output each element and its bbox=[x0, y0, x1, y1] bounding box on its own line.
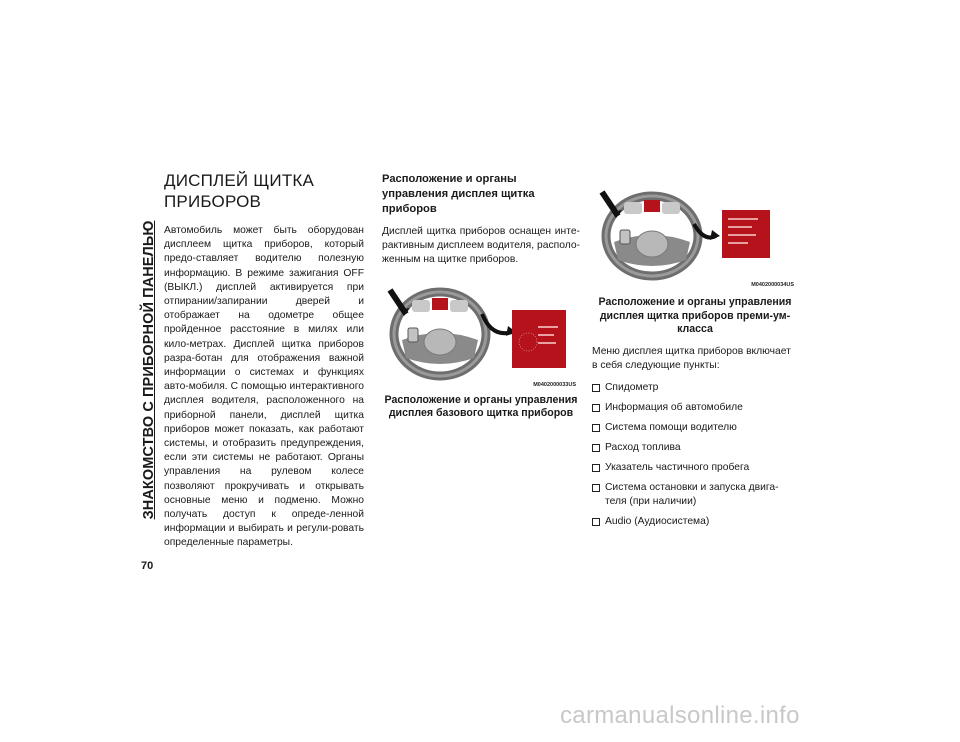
list-item: Спидометр bbox=[592, 381, 798, 395]
list-item: Указатель частичного пробега bbox=[592, 461, 798, 475]
figure-caption: Расположение и органы управления дисплея базового щитка приборов bbox=[384, 393, 578, 420]
checkbox-bullet-icon bbox=[592, 384, 600, 392]
section-title-line-1: ДИСПЛЕЙ ЩИТКА bbox=[164, 171, 315, 190]
list-item: Расход топлива bbox=[592, 441, 798, 455]
figure-code: M0402000034US bbox=[751, 282, 794, 288]
section-title bbox=[164, 170, 364, 212]
column-3 bbox=[592, 184, 798, 535]
steering-wheel-illustration bbox=[592, 184, 798, 290]
section-title-line-2: ПРИБОРОВ bbox=[164, 192, 262, 211]
figure-code: M0402000033US bbox=[533, 381, 576, 388]
side-section-label: ЗНАКОМСТВО С ПРИБОРНОЙ ПАНЕЛЬЮ bbox=[141, 220, 157, 520]
menu-intro: Меню дисплея щитка приборов включает в себя следующие пункты: bbox=[592, 345, 791, 371]
list-item: Система помощи водителю bbox=[592, 421, 798, 435]
column-1 bbox=[164, 170, 364, 551]
figure-caption: Расположение и органы управления дисплея щитка приборов преми-ум-класса bbox=[598, 296, 792, 335]
premium-cluster-figure bbox=[592, 184, 798, 290]
checkbox-bullet-icon bbox=[592, 404, 600, 412]
column-2 bbox=[382, 170, 580, 421]
intro-paragraph: Автомобиль может быть оборудован дисплеем щитка приборов, который предо-ставляет водителю полезную информацию. В режиме зажигания OFF (ВЫКЛ.) дисплей активируется при отпирании/запирании дверей и отображает на одометре общее пройденное расстояние в милях или кило-метрах. Дисплей щитка приборов разра-ботан для отображения важной информации о системах и функциях авто-мобиля. С помощью интерактивного дисплея водителя, расположенного на приборной панели, дисплей щитка приборов может показать, как работают системы, и отобразить предупреждения, если эти системы не работают. Органы управления на рулевом колесе позволяют прокручивать и открывать основные меню и подменю. Можно получать доступ к опреде-ленной информации и выбирать и регули-ровать определенные параметры. bbox=[164, 225, 364, 549]
side-section-tab bbox=[136, 160, 162, 580]
list-item: Audio (Аудиосистема) bbox=[592, 515, 798, 529]
steering-wheel-illustration bbox=[382, 278, 580, 390]
base-cluster-figure bbox=[382, 278, 580, 390]
site-watermark: carmanualsonline.info bbox=[560, 702, 800, 729]
checkbox-bullet-icon bbox=[592, 444, 600, 452]
checkbox-bullet-icon bbox=[592, 518, 600, 526]
checkbox-bullet-icon bbox=[592, 464, 600, 472]
list-item: Система остановки и запуска двига-теля (при наличии) bbox=[592, 481, 798, 509]
checkbox-bullet-icon bbox=[592, 424, 600, 432]
checkbox-bullet-icon bbox=[592, 484, 600, 492]
page-number: 70 bbox=[141, 560, 154, 572]
subsection-title: Расположение и органы управления дисплея щитка приборов bbox=[382, 173, 535, 215]
subsection-paragraph: Дисплей щитка приборов оснащен инте-рактивным дисплеем водителя, располо-женным на щитке приборов. bbox=[382, 226, 580, 266]
menu-items-list bbox=[592, 381, 798, 529]
list-item: Информация об автомобиле bbox=[592, 401, 798, 415]
